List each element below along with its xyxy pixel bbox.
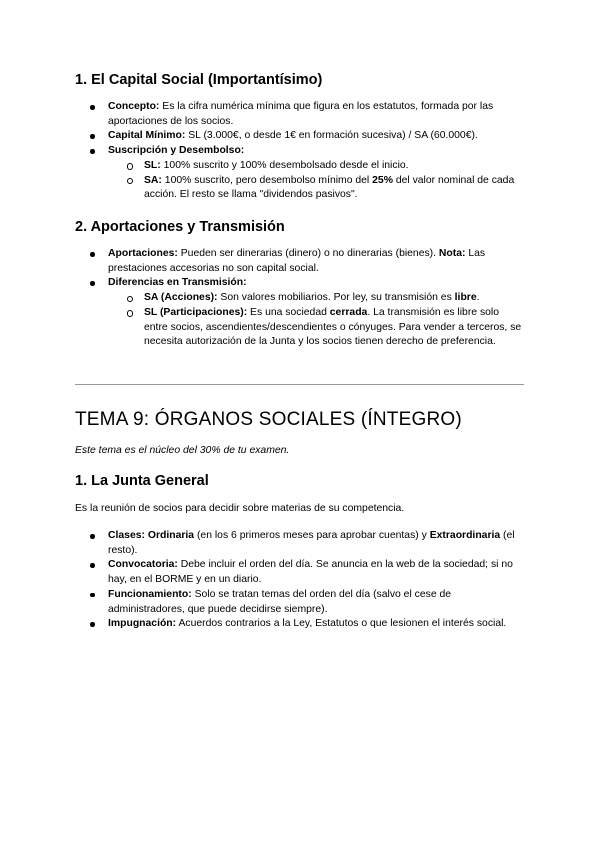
list-item: Suscripción y Desembolso: SL: 100% suscrito y 100% desembolsado desde el inicio. SA: 100% suscrito, pero desembolso mínimo del 25% del valor nominal de cada acción. El resto se llama "dividendos pasivos". [108,144,524,203]
list-item: Convocatoria: Debe incluir el orden del día. Se anuncia en la web de la sociedad; si no hay, en el BORME y en un diario. [108,558,524,587]
list-item: Clases: Ordinaria (en los 6 primeros meses para aprobar cuentas) y Extraordinaria (el resto). [108,529,524,558]
aportaciones-list [108,247,524,350]
junta-intro: Es la reunión de socios para decidir sobre materias de su competencia. [75,503,405,514]
sub-list-item: SL: 100% suscrito y 100% desembolsado desde el inicio. [144,159,524,174]
sublist [108,291,524,350]
section-heading-capital-social: 1. El Capital Social (Importantísimo) [75,72,323,88]
capital-social-list [108,100,524,203]
list-item: Concepto: Es la cifra numérica mínima que figura en los estatutos, formada por las aportaciones de los socios. [108,100,524,129]
horizontal-divider [75,384,524,385]
page-title: TEMA 9: ÓRGANOS SOCIALES (ÍNTEGRO) [75,409,462,430]
sub-list-item: SA: 100% suscrito, pero desembolso mínimo del 25% del valor nominal de cada acción. El resto se llama "dividendos pasivos". [144,174,524,203]
list-item: Capital Mínimo: SL (3.000€, o desde 1€ en formación sucesiva) / SA (60.000€). [108,129,524,144]
junta-general-list [108,529,524,632]
tema-subtitle: Este tema es el núcleo del 30% de tu examen. [75,445,290,456]
list-item: Impugnación: Acuerdos contrarios a la Ley, Estatutos o que lesionen el interés social. [108,617,524,632]
list-item: Aportaciones: Pueden ser dinerarias (dinero) o no dinerarias (bienes). Nota: Las prestaciones accesorias no son capital social. [108,247,524,276]
list-item: Funcionamiento: Solo se tratan temas del orden del día (salvo el cese de administradores, que puede decidirse siempre). [108,588,524,617]
section-heading-junta-general: 1. La Junta General [75,473,209,489]
sub-list-item: SL (Participaciones): Es una sociedad cerrada. La transmisión es libre solo entre socios, ascendientes/descendientes o cónyuges. Para vender a terceros, se necesita autorización de la Junta y los socios tienen derecho de preferencia. [144,306,524,350]
list-item: Diferencias en Transmisión: SA (Acciones): Son valores mobiliarios. Por ley, su transmisión es libre. SL (Participaciones): Es una sociedad cerrada. La transmisión es libre solo entre socios, ascendientes/descendientes o cónyuges. Para vender a terceros, se necesita autorización de la Junta y los socios tienen derecho de preferencia. [108,276,524,350]
sublist [108,159,524,203]
sub-list-item: SA (Acciones): Son valores mobiliarios. Por ley, su transmisión es libre. [144,291,524,306]
section-heading-aportaciones: 2. Aportaciones y Transmisión [75,219,285,235]
